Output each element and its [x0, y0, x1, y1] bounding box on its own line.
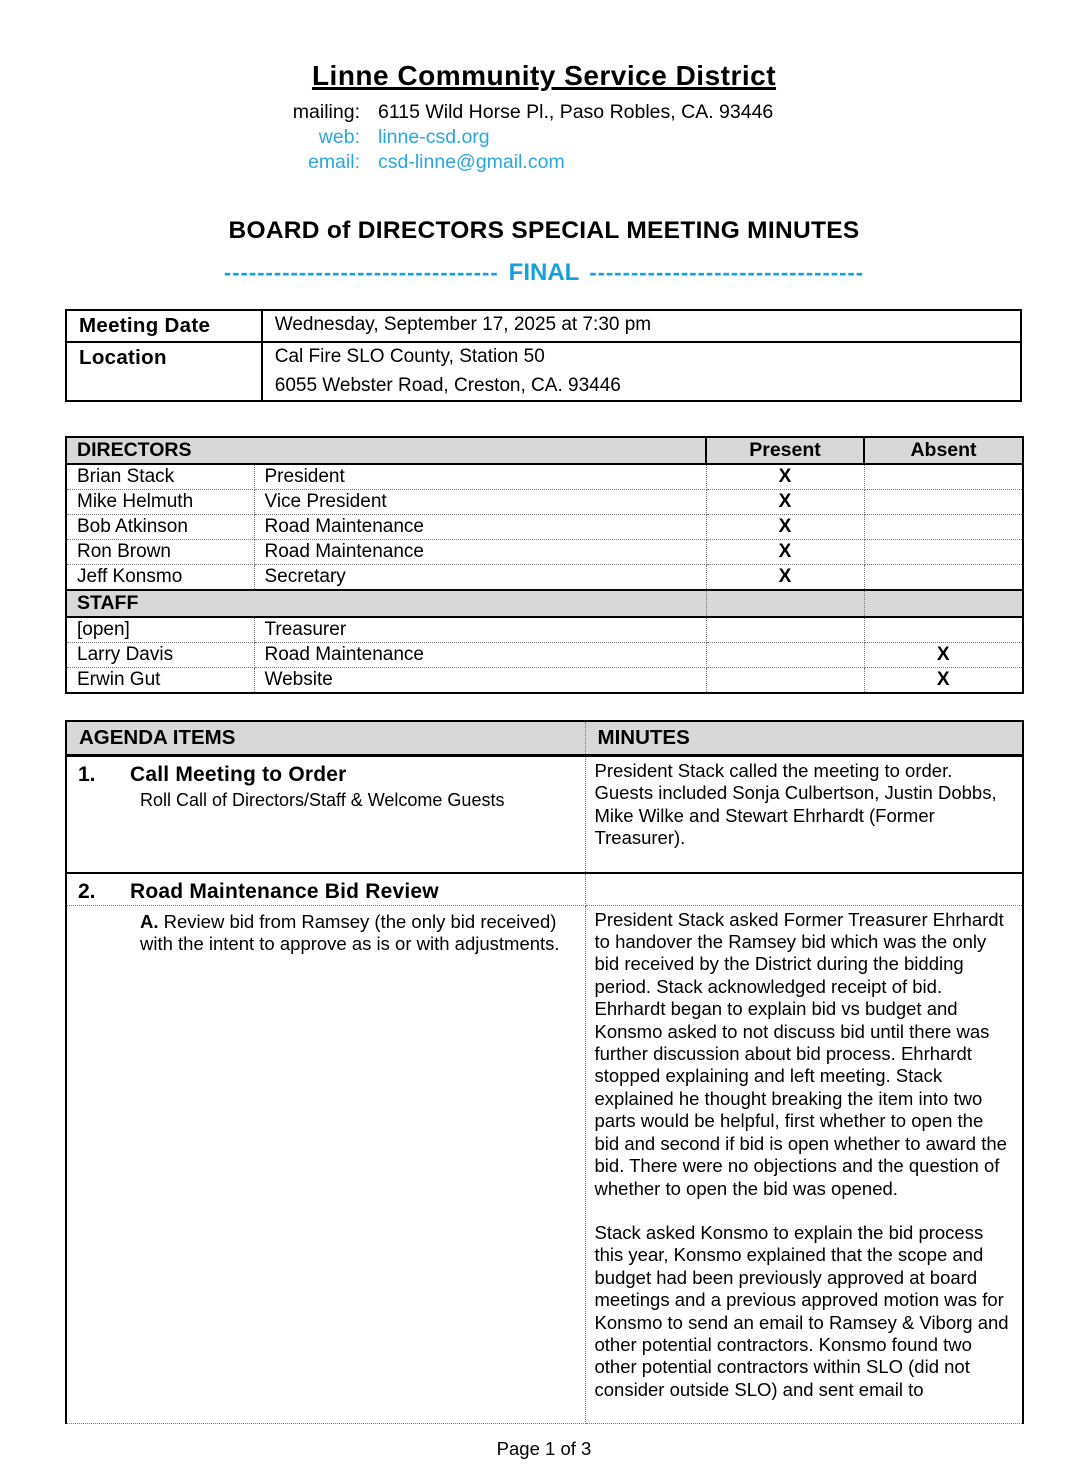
agenda-item-2a-row — [66, 905, 1023, 1424]
email-label: email: — [307, 151, 360, 173]
director-role: Vice President — [254, 490, 706, 515]
meeting-date-label: Meeting Date — [66, 310, 262, 342]
meeting-date-row — [66, 310, 1021, 342]
mailing-address: 6115 Wild Horse Pl., Paso Robles, CA. 93446 — [378, 101, 774, 123]
location-line-2: 6055 Webster Road, Creston, CA. 93446 — [274, 375, 621, 396]
minutes-paragraph: President Stack asked Former Treasurer Ehrhardt to handover the Ramsey bid which was the only bid received by the District during the bidding period. Stack acknowledged receipt of bid. Ehrhardt began to explain bid vs budget and Konsmo asked to not discuss bid until there was further discussion about bid process. Ehrhardt stopped explaining and left meeting. Stack explained he thought breaking the item into two parts would be helpful, first whether to open the bid and second if bid is open whether to award the bid. There were no objections and the question of whether to open the bid was opened. — [594, 908, 1007, 1199]
item-1-subtitle: Roll Call of Directors/Staff & Welcome Guests — [140, 790, 505, 810]
minutes-header: MINUTES — [585, 721, 1023, 756]
absent-mark — [864, 464, 1023, 490]
attendance-table — [65, 436, 1024, 694]
staff-header: STAFF — [66, 590, 706, 617]
meeting-info-table — [65, 309, 1022, 402]
email-row — [0, 150, 1088, 175]
director-row — [66, 464, 1023, 490]
staff-role: Website — [254, 668, 706, 694]
present-mark — [706, 643, 864, 668]
document-title: BOARD of DIRECTORS SPECIAL MEETING MINUTES — [228, 217, 860, 244]
director-row — [66, 515, 1023, 540]
absent-mark — [864, 490, 1023, 515]
location-row — [66, 342, 1021, 401]
director-name: Brian Stack — [66, 464, 254, 490]
present-mark: X — [706, 540, 864, 565]
web-label: web: — [318, 126, 360, 148]
email-link[interactable]: csd-linne@gmail.com — [378, 151, 565, 173]
staff-row — [66, 668, 1023, 694]
present-mark: X — [706, 490, 864, 515]
item-2-title: Road Maintenance Bid Review — [130, 879, 439, 903]
mailing-label: mailing: — [292, 101, 360, 123]
final-status-badge: FINAL — [508, 259, 580, 286]
staff-name: Erwin Gut — [66, 668, 254, 694]
absent-mark: X — [864, 668, 1023, 694]
present-mark: X — [706, 565, 864, 591]
web-row — [0, 125, 1088, 150]
location-line-1: Cal Fire SLO County, Station 50 — [274, 346, 545, 367]
director-name: Jeff Konsmo — [66, 565, 254, 591]
agenda-item-2-title-row — [66, 873, 1023, 906]
item-2a-text: Review bid from Ramsey (the only bid received) with the intent to approve as is or with adjustments. — [140, 910, 560, 955]
document-page — [0, 60, 1088, 1468]
mailing-row — [0, 100, 1088, 125]
staff-header-row — [66, 590, 1023, 617]
agenda-header-row — [66, 721, 1023, 756]
minutes-item-2a — [585, 905, 1023, 1424]
director-name: Ron Brown — [66, 540, 254, 565]
absent-mark — [864, 515, 1023, 540]
present-mark — [706, 617, 864, 643]
absent-mark: X — [864, 643, 1023, 668]
agenda-item-2 — [66, 873, 585, 906]
director-name: Bob Atkinson — [66, 515, 254, 540]
director-row — [66, 490, 1023, 515]
staff-header-absent-cell — [864, 590, 1023, 617]
staff-row — [66, 617, 1023, 643]
page-number: Page 1 of 3 — [496, 1438, 592, 1460]
meeting-date-value: Wednesday, September 17, 2025 at 7:30 pm — [262, 310, 1021, 342]
agenda-item-1-row — [66, 756, 1023, 873]
director-row — [66, 540, 1023, 565]
present-mark: X — [706, 515, 864, 540]
absent-header: Absent — [864, 437, 1023, 464]
staff-role: Treasurer — [254, 617, 706, 643]
directors-header: DIRECTORS — [66, 437, 706, 464]
minutes-paragraph: President Stack called the meeting to order. Guests included Sonja Culbertson, Justin Dobbs, Mike Wilke and Stewart Ehrhardt (Former Treasurer). — [594, 760, 997, 849]
website-link[interactable]: linne-csd.org — [378, 126, 490, 148]
director-role: Road Maintenance — [254, 540, 706, 565]
director-role: President — [254, 464, 706, 490]
minutes-paragraph: Stack asked Konsmo to explain the bid process this year, Konsmo explained that the scope and budget had been previously approved at board meetings and a previous approved motion was for Konsmo to send an email to Ramsey & Viborg and other potential contractors. Konsmo found two other potential contractors within SLO (did not consider outside SLO) and sent email to — [594, 1221, 1009, 1400]
location-value — [262, 342, 1021, 401]
staff-role: Road Maintenance — [254, 643, 706, 668]
present-mark: X — [706, 464, 864, 490]
director-role: Road Maintenance — [254, 515, 706, 540]
final-status-line — [0, 259, 1088, 287]
item-1-number: 1. — [78, 763, 96, 786]
director-row — [66, 565, 1023, 591]
staff-header-present-cell — [706, 590, 864, 617]
absent-mark — [864, 540, 1023, 565]
agenda-item-2a — [66, 905, 585, 1424]
item-2a-label: A. — [140, 910, 159, 932]
agenda-item-1 — [66, 756, 585, 873]
organization-title: Linne Community Service District — [311, 60, 777, 91]
present-header: Present — [706, 437, 864, 464]
agenda-minutes-table — [65, 720, 1024, 1424]
absent-mark — [864, 565, 1023, 591]
staff-name: [open] — [66, 617, 254, 643]
staff-row — [66, 643, 1023, 668]
location-label: Location — [66, 342, 262, 401]
item-1-title: Call Meeting to Order — [130, 763, 347, 786]
directors-header-row — [66, 437, 1023, 464]
minutes-item-2-title-cell — [585, 873, 1023, 906]
director-name: Mike Helmuth — [66, 490, 254, 515]
contact-block — [0, 100, 1088, 175]
final-dashes-left: --------------------------------- — [223, 260, 499, 285]
item-2-number: 2. — [78, 879, 96, 903]
agenda-items-header: AGENDA ITEMS — [66, 721, 585, 756]
staff-name: Larry Davis — [66, 643, 254, 668]
present-mark — [706, 668, 864, 694]
minutes-item-1 — [585, 756, 1023, 873]
absent-mark — [864, 617, 1023, 643]
director-role: Secretary — [254, 565, 706, 591]
final-dashes-right: --------------------------------- — [589, 260, 865, 285]
